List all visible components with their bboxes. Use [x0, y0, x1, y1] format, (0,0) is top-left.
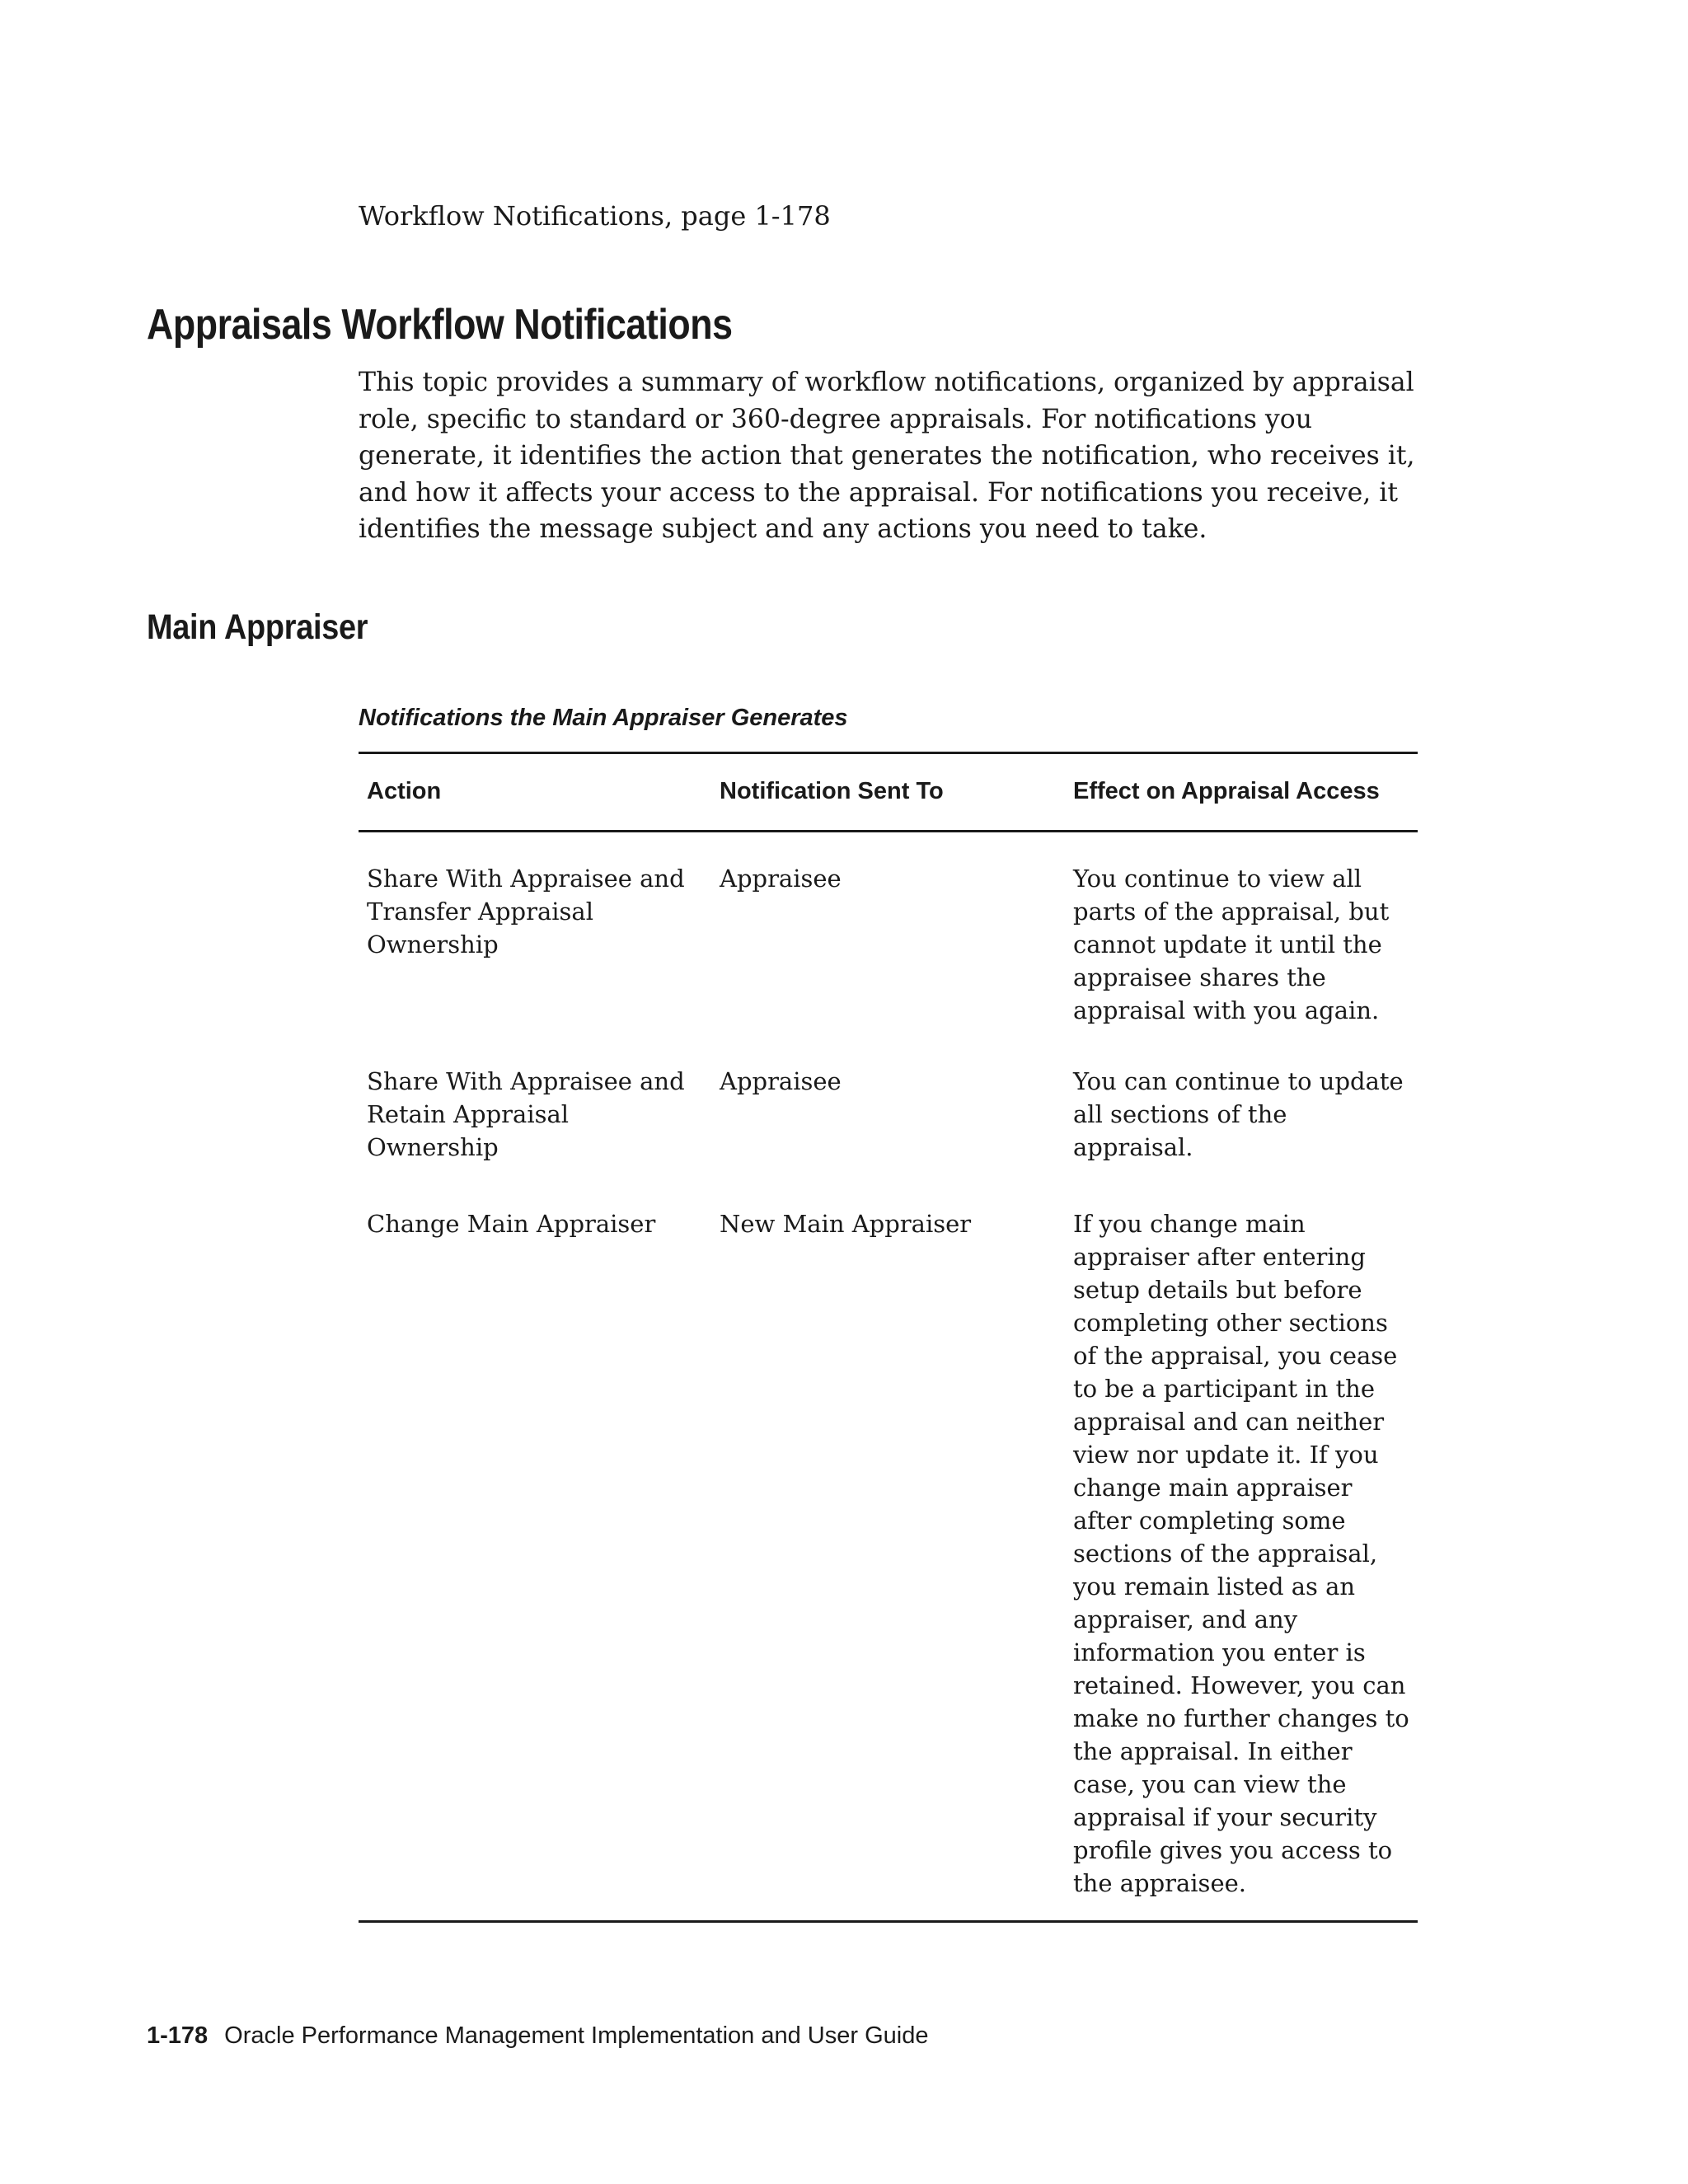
- cell-effect: You continue to view all parts of the appraisal, but cannot update it until the appraisee shares the appraisal with you again.: [1073, 865, 1390, 1024]
- table-row: [359, 832, 1418, 1066]
- cell-action: Share With Appraisee and Transfer Appraisal Ownership: [367, 865, 685, 958]
- column-header-action: Action: [367, 778, 442, 804]
- footer-page-number: 1-178: [147, 2022, 209, 2049]
- notifications-table-container: [359, 752, 1418, 1923]
- intro-paragraph: This topic provides a summary of workflow notifications, organized by appraisal role, specific to standard or 360-degree appraisals. For notifications you generate, it identifies the action that generates the notification, who receives it, and how it affects your access to the appraisal. For notifications you receive, it identifies the message subject and any actions you need to take.: [359, 368, 1415, 545]
- column-header-sent-to: Notification Sent To: [720, 778, 944, 804]
- table-row: [359, 1065, 1418, 1207]
- table-caption: Notifications the Main Appraiser Generates: [359, 705, 848, 731]
- cell-effect: You can continue to update all sections of the appraisal.: [1073, 1067, 1404, 1161]
- section-heading: Main Appraiser: [147, 607, 368, 647]
- cell-sent-to: Appraisee: [720, 865, 842, 893]
- cell-action: Share With Appraisee and Retain Appraisal Ownership: [367, 1067, 685, 1161]
- cell-effect: If you change main appraiser after entering setup details but before completing other sections of the appraisal, you cease to be a participant in the appraisal and can neither view nor update it. If you change main appraiser after completing some sections of the appraisal, you remain listed as an appraiser, and any information you enter is retained. However, you can make no further changes to the appraisal. In either case, you can view the appraisal if your security profile gives you access to the appraisee.: [1073, 1210, 1409, 1897]
- table-row: [359, 1207, 1418, 1922]
- cell-sent-to: Appraisee: [720, 1067, 842, 1095]
- column-header-effect: Effect on Appraisal Access: [1073, 778, 1380, 804]
- footer-book-title: Oracle Performance Management Implementation and User Guide: [224, 2022, 929, 2049]
- cell-sent-to: New Main Appraiser: [720, 1210, 972, 1238]
- page-footer: [147, 2021, 928, 2050]
- cell-action: Change Main Appraiser: [367, 1210, 656, 1238]
- notifications-table: [359, 752, 1418, 1923]
- cross-reference: Workflow Notifications, page 1-178: [359, 200, 831, 232]
- page-title: Appraisals Workflow Notifications: [147, 301, 733, 349]
- table-header-row: [359, 753, 1418, 832]
